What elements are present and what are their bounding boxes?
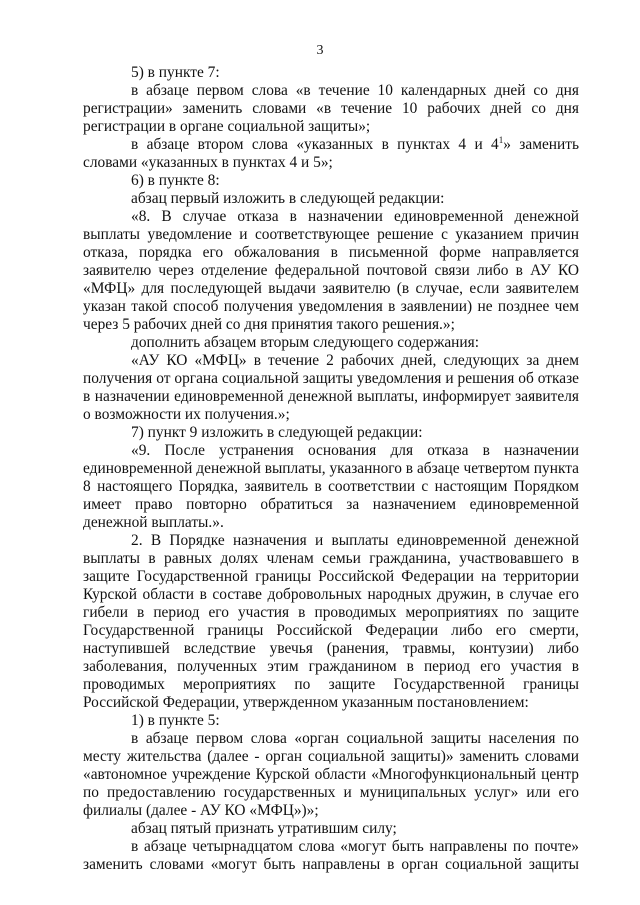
text-line: регистрации в органе социальной защиты»; (83, 118, 371, 135)
text-line: Курской области в составе добровольных народных дружин, в случае его (83, 586, 579, 603)
text-line: словами «указанных в пунктах 4 и 5»; (83, 154, 333, 171)
text-line: «9. После устранения основания для отказа в назначении (131, 442, 579, 459)
text-line: дополнить абзацем вторым следующего содержания: (131, 334, 480, 351)
text-fragment: » заменить (503, 136, 579, 153)
text-line: регистрации» заменить словами «в течение 10 рабочих дней со дня (83, 100, 579, 117)
text-line: о возможности их получения.»; (83, 406, 290, 423)
text-line: единовременной денежной выплаты, указанного в абзаце четвертом пункта (83, 460, 579, 477)
text-line: абзац пятый признать утратившим силу; (131, 820, 397, 837)
text-line: по предоставлению государственных и муниципальных услуг» или его (83, 784, 579, 801)
text-line: получения от органа социальной защиты уведомления и решения об отказе (83, 370, 579, 387)
text-line: 5) в пункте 7: (131, 64, 220, 81)
text-line: 2. В Порядке назначения и выплаты единовременной денежной (131, 532, 579, 549)
text-line: «автономное учреждение Курской области «Многофункциональный центр (83, 766, 579, 783)
text-line: заменить словами «могут быть направлены в орган социальной защиты (83, 856, 579, 873)
text-line: месту жительства (далее - орган социальной защиты)» заменить словами (83, 748, 579, 765)
text-line: «АУ КО «МФЦ» в течение 2 рабочих дней, следующих за днем (131, 352, 579, 369)
text-line: «8. В случае отказа в назначении единовременной денежной (131, 208, 579, 225)
text-line: Государственной границы Российской Федерации либо его смерти, (83, 622, 579, 639)
text-line: 8 настоящего Порядка, заявитель в соответствии с настоящим Порядком (83, 478, 579, 495)
text-line: заболевания, полученных этим гражданином в период его участия в (83, 658, 579, 675)
text-line: в назначении единовременной денежной выплаты, информирует заявителя (83, 388, 579, 405)
text-line: «МФЦ» для последующей выдачи заявителю (в случае, если заявителем (83, 280, 579, 297)
text-line: наступившей вследствие увечья (ранения, травмы, контузии) либо (83, 640, 579, 657)
text-line: проводимых мероприятиях по защите Государственной границы (83, 676, 579, 693)
text-line: в абзаце первом слова «в течение 10 календарных дней со дня (131, 82, 579, 99)
text-line: указан такой способ получения уведомления в заявлении) не позднее чем (83, 298, 579, 315)
text-line: 7) пункт 9 изложить в следующей редакции: (131, 424, 423, 441)
text-line: выплаты уведомление и соответствующее решение с указанием причин (83, 226, 579, 243)
text-line: 6) в пункте 8: (131, 172, 220, 189)
text-line: через 5 рабочих дней со дня принятия такого решения.»; (83, 316, 455, 333)
text-line: выплаты в равных долях членам семьи гражданина, участвовавшего в (83, 550, 579, 567)
text-fragment: в абзаце втором слова «указанных в пунктах 4 и 4 (131, 136, 499, 153)
text-line: имеет право повторно обратиться за назначением единовременной (83, 496, 579, 513)
page-number: 3 (316, 43, 324, 58)
text-line: защите Государственной границы Российской Федерации на территории (83, 568, 579, 585)
text-line: филиалы (далее - АУ КО «МФЦ»)»; (83, 802, 319, 819)
text-line: Российской Федерации, утвержденном указанным постановлением: (83, 694, 529, 711)
text-line: заявителю через отделение федеральной почтовой связи либо в АУ КО (83, 262, 579, 279)
text-line: 1) в пункте 5: (131, 712, 220, 729)
text-line: абзац первый изложить в следующей редакции: (131, 190, 445, 207)
text-line: отказа, порядка его обжалования в письменной форме направляется (83, 244, 579, 261)
superscript: 1 (498, 135, 504, 145)
text-line: гибели в период его участия в проводимых мероприятиях по защите (83, 604, 579, 621)
text-line: денежной выплаты.». (83, 514, 224, 531)
text-line: в абзаце первом слова «орган социальной защиты населения по (131, 730, 579, 747)
text-line (131, 136, 579, 154)
text-line: в абзаце четырнадцатом слова «могут быть направлены по почте» (131, 838, 579, 855)
